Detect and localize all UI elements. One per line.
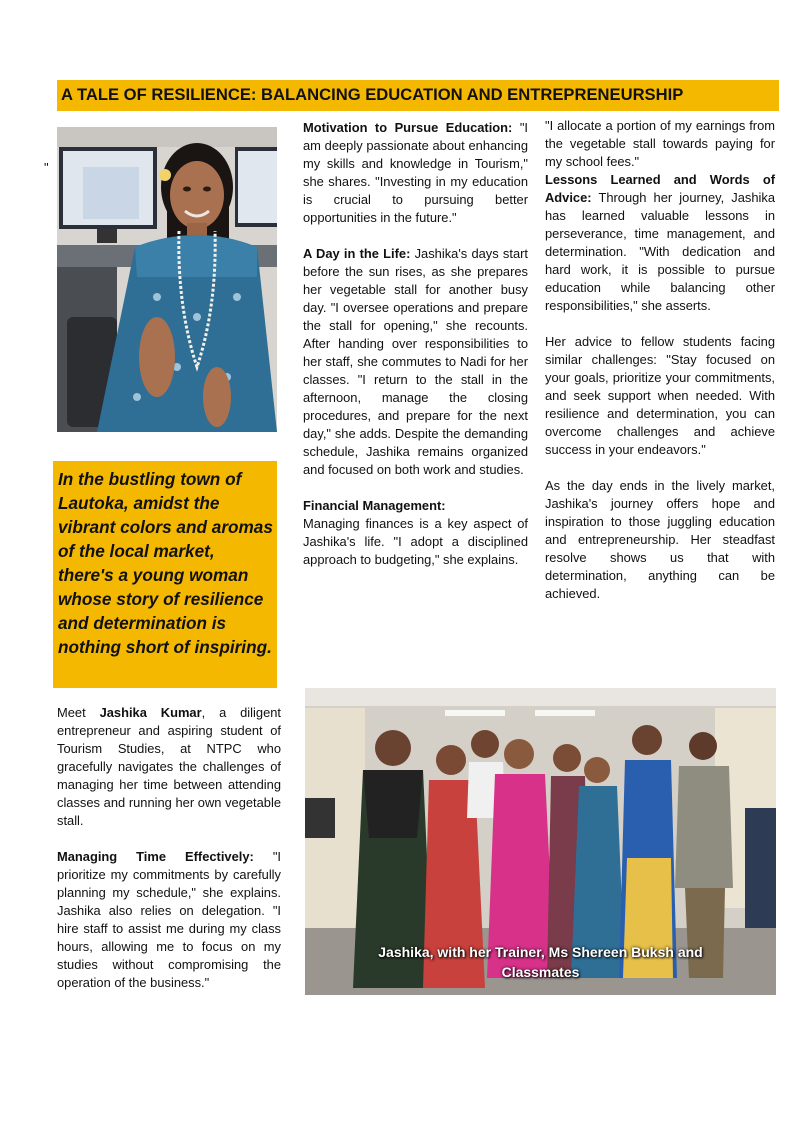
motivation-paragraph (303, 119, 528, 227)
lessons-paragraph (545, 171, 775, 315)
allocate-paragraph: "I allocate a portion of my earnings from the vegetable stall towards paying for my school fees." (545, 118, 775, 169)
subject-name: Jashika Kumar (99, 705, 202, 720)
time-text: "I prioritize my commitments by carefully planning my schedule," she explains. Jashika also relies on delegation. "I hire staff to assist me during my class hours, allowing me to focus on my studies without compromising the operation of the business." (57, 849, 281, 990)
finance-heading-line (303, 497, 528, 515)
middle-column (303, 119, 528, 569)
motivation-text: "I am deeply passionate about enhancing my skills and knowledge in Tourism," she shares. "Investing in my education is crucial to pursuing better opportunities in the future." (303, 120, 528, 225)
finance-text: Managing finances is a key aspect of Jashika's life. "I adopt a disciplined approach to budgeting," she explains. (303, 516, 528, 567)
group-photo-caption: Jashika, with her Trainer, Ms Shereen Buksh and Classmates (378, 944, 703, 980)
right-column (545, 117, 775, 603)
pull-quote-text: In the bustling town of Lautoka, amidst the vibrant colors and aromas of the local market, there's a young woman whose story of resilience and determination is nothing short of inspiring. (58, 469, 273, 657)
lessons-heading: Lessons Learned and Words of Advice: (545, 172, 775, 205)
intro-post: , a diligent entrepreneur and aspiring student of Tourism Studies, at NTPC who gracefully navigates the challenges of managing her time between attending classes and running her own vegetable stall. (57, 705, 281, 828)
portrait-photo (57, 127, 277, 432)
time-paragraph (57, 848, 281, 992)
left-column (57, 704, 281, 992)
intro-pre: Meet (57, 705, 100, 720)
day-heading: A Day in the Life: (303, 246, 411, 261)
motivation-heading: Motivation to Pursue Education: (303, 120, 513, 135)
stray-quote-mark: " (44, 160, 49, 175)
ending-paragraph: As the day ends in the lively market, Jashika's journey offers hope and inspiration to those juggling education and entrepreneurship. Her steadfast resolve shows us that with determination, anything can be achieved. (545, 478, 775, 601)
headline: A TALE OF RESILIENCE: BALANCING EDUCATION AND ENTREPRENEURSHIP (61, 85, 684, 104)
group-photo (305, 688, 776, 995)
pull-quote-box (53, 461, 277, 688)
advice-paragraph: Her advice to fellow students facing similar challenges: "Stay focused on your goals, prioritize your commitments, and seek support when needed. With resilience and determination, you can overcome challenges and achieve success in your endeavors." (545, 334, 775, 457)
headline-banner (57, 80, 779, 111)
intro-paragraph (57, 704, 281, 830)
lessons-text: Through her journey, Jashika has learned valuable lessons in perseverance, time management, and determination. "With dedication and hard work, it is possible to pursue education while balancing other responsibilities," she asserts. (545, 190, 775, 313)
day-paragraph (303, 245, 528, 479)
day-text: Jashika's days start before the sun rises, as she prepares her vegetable stall for another busy day. "I oversee operations and prepare the stall for opening," she recounts. After handing over responsibilities to her staff, she commutes to Nadi for her classes. "I return to the stall in the afternoon, manage the closing procedures, and prepare for the next day," she adds. Despite the demanding schedule, Jashika remains organized and focused on both work and studies. (303, 246, 528, 477)
time-heading: Managing Time Effectively: (57, 849, 254, 864)
finance-heading: Financial Management: (303, 498, 446, 513)
